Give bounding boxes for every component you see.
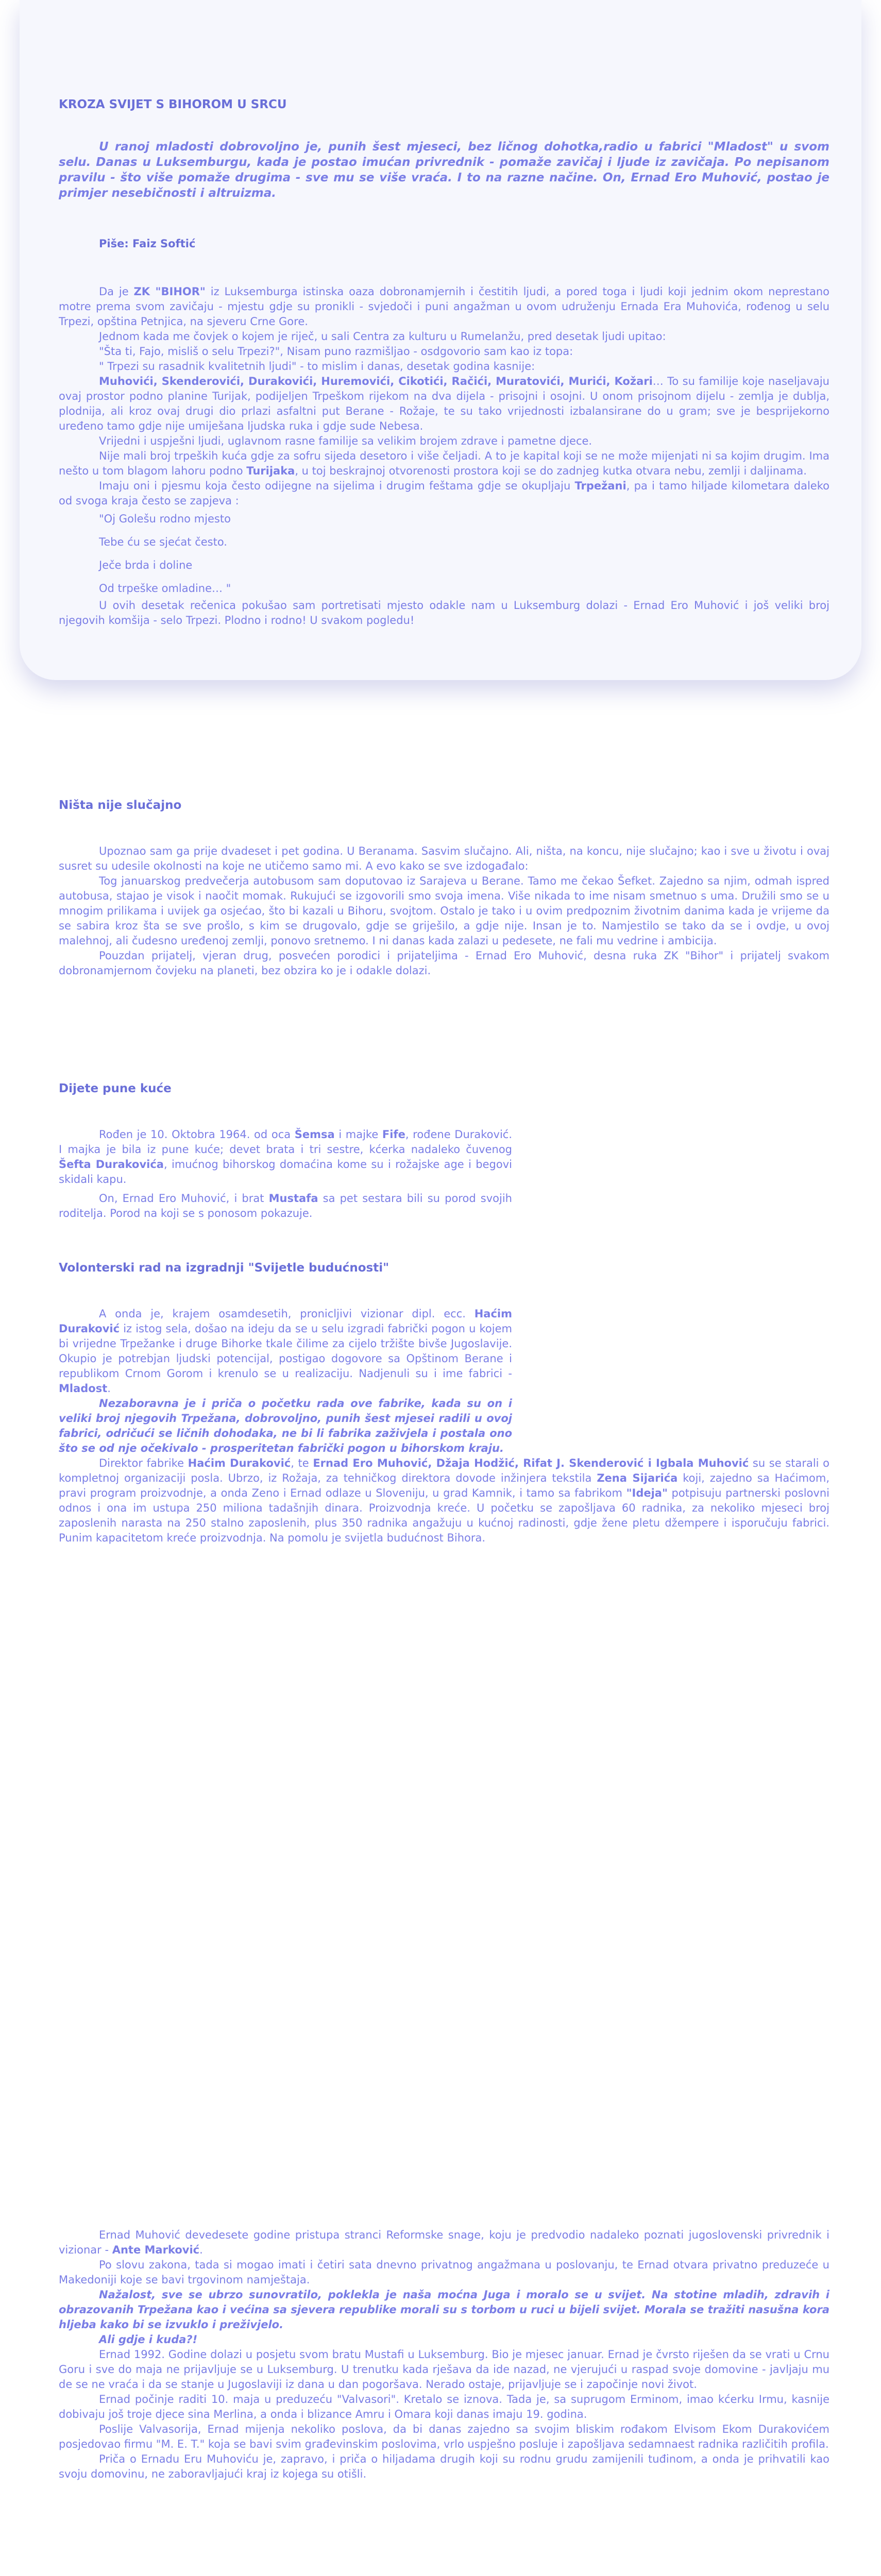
intro-paragraph: U ranoj mladosti dobrovoljno je, punih šest mjeseci, bez ličnog dohotka,radio u fabrici "Mladost" u svom selu. Danas u Luksemburgu, kada je postao imućan privrednik - pomaže zavičaj i ljude iz zavičaja. Po nepisanom pravilu - što više pomaže drugima - sve mu se više vraća. I to na razne načine. On, Ernad Ero Muhović, postao je primjer nesebičnosti i altruizma.: [59, 140, 829, 200]
song-verse: Od trpeške omladine… ": [99, 582, 231, 595]
paragraph: Ernad 1992. Godine dolazi u posjetu svom bratu Mustafi u Luksemburg. Bio je mjesec januar. Ernad je čvrsto riješen da se vrati u Crnu Goru i sve do maja ne prijavljuje se u Luksemburg. U trenutku kada rješava da ide nazad, ne vjerujući u raspad svoje domovine - javljaju mu de se ne vraća i da se stanje u Jugoslaviji iz dana u dan pogoršava. Nerado ostaje, prijavljuje se i započinje novi život.: [59, 2348, 829, 2391]
paragraph: Upoznao sam ga prije dvadeset i pet godina. U Beranama. Sasvim slučajno. Ali, ništa, na koncu, nije slučajno; kao i sve u životu i ovaj susret su udesile okolnosti na koje ne utičemo samo mi. A evo kako se sve izdogađalo:: [59, 845, 829, 872]
section-3: [59, 1081, 829, 1221]
paragraph: On, Ernad Ero Muhović, i brat Mustafa sa pet sestara bili su porod svojih roditelja. Porod na koji se s ponosom pokazuje.: [59, 1192, 512, 1219]
paragraph: Nije mali broj trpeških kuća gdje za sofru sijeda desetoro i više čeljadi. A to je kapital koji se ne može mijenjati ni sa kojim drugim. Ima nešto u tom blagom lahoru podno Turijaka, u toj beskrajnoj otvorenosti prostora koji se do zadnjeg kutka otvara nebu, zemlji i daljinama.: [59, 450, 829, 477]
paragraph: Da je ZK "BIHOR" iz Luksemburga istinska oaza dobronamjernih i čestitih ljudi, a pored toga i ljudi koji jednim okom neprestano motre prema svom zavičaju - mjestu gdje su pronikli - svjedoči i puni angažman u ovom udruženju Ernada Era Muhovića, rođenog u selu Trpezi, opština Petnjica, na sjeveru Crne Gore.: [59, 285, 829, 328]
question-line: Ali gdje i kuda?!: [99, 2333, 198, 2346]
song-verse: Tebe ću se sjećat često.: [99, 536, 227, 548]
paragraph: Nezaboravna je i priča o početku rada ove fabrike, kada su on i veliki broj njegovih Trpežana, dobrovoljno, punih šest mjesei radili u ovoj fabrici, odričući se ličnih dohodaka, ne bi li fabrika zaživjela i postala ono što se od nje očekivalo - prosperitetan fabrički pogon u bihorskom kraju.: [59, 1397, 512, 1454]
paragraph: Nažalost, sve se ubrzo sunovratilo, poklekla je naša moćna Juga i moralo se u svijet. Na stotine mladih, zdravih i obrazovanih Trpežana kao i većina sa sjevera republike morali su s torbom u ruci u bijeli svijet. Morala se tražiti nasušna kora hljeba kako bi se izvuklo i preživjelo.: [59, 2289, 829, 2331]
paragraph: Imaju oni i pjesmu koja često odijegne na sijelima i drugim feštama gdje se okupljaju Trpežani, pa i tamo hiljade kilometara daleko od svoga kraja često se zapjeva :: [59, 480, 829, 507]
song-verse: Ječe brda i doline: [99, 559, 193, 571]
title-block: [59, 97, 829, 112]
paragraph: Rođen je 10. Oktobra 1964. od oca Šemsa i majke Fife, rođene Duraković. I majka je bila iz pune kuće; devet brata i tri sestre, kćerka nadaleko čuvenog Šefta Durakovića, imućnog bihorskog domaćina kome su i rožajske age i begovi skidali kapu.: [59, 1128, 512, 1185]
paragraph: "Šta ti, Fajo, misliš o selu Trpezi?", Nisam puno razmišljao - osdgovorio sam kao iz topa:: [99, 345, 573, 358]
paragraph: U ovih desetak rečenica pokušao sam portretisati mjesto odakle nam u Luksemburg dolazi - Ernad Ero Muhović i još veliki broj njegovih komšija - selo Trpezi. Plodno i rodno! U svakom pogledu!: [59, 599, 829, 626]
section-1: [59, 284, 829, 628]
paragraph: Priča o Ernadu Eru Muhoviću je, zapravo, i priča o hiljadama drugih koji su rodnu grudu zamijenili tuđinom, a onda je prihvatili kao svoju domovinu, ne zaboravljajući kraj iz kojega su otišli.: [59, 2453, 829, 2480]
section-heading: Dijete pune kuće: [59, 1082, 172, 1095]
section-4-column: [59, 1307, 512, 1456]
paragraph: " Trpezi su rasadnik kvalitetnih ljudi" - to mislim i danas, desetak godina kasnije:: [99, 360, 535, 372]
author-line: Piše: Faiz Softić: [99, 238, 196, 250]
page-title: KROZA SVIJET S BIHOROM U SRCU: [59, 98, 287, 111]
paragraph: Jednom kada me čovjek o kojem je riječ, u sali Centra za kulturu u Rumelanžu, pred desetak ljudi upitao:: [99, 330, 666, 343]
club-name: ZK "BIHOR": [133, 285, 206, 298]
section-2: [59, 798, 829, 978]
paragraph: Ernad Muhović devedesete godine pristupa stranci Reformske snage, koju je predvodio nadaleko poznati jugoslovenski privrednik i vizionar - Ante Marković.: [59, 2229, 829, 2256]
paragraph: Vrijedni i uspješni ljudi, uglavnom rasne familije sa velikim brojem zdrave i pametne djece.: [99, 435, 592, 447]
intro-block: [59, 139, 829, 201]
paragraph: Ernad počinje raditi 10. maja u preduzeću "Valvasori". Kretalo se iznova. Tada je, sa suprugom Erminom, imao kćerku Irmu, kasnije dobivaju još troje djece sina Merlina, a onda i blizance Amru i Omara koji danas imaju 19. godina.: [59, 2393, 829, 2420]
section-3-column: [59, 1127, 512, 1221]
paragraph: Po slovu zakona, tada si mogao imati i četiri sata dnevno privatnog angažmana u poslovanju, te Ernad otvara privatno preduzeće u Makedoniji koje se bavi trgovinom namještaja.: [59, 2259, 829, 2286]
section-5: [59, 2228, 829, 2482]
section-heading: Ništa nije slučajno: [59, 799, 182, 812]
paragraph: Pouzdan prijatelj, vjeran drug, posvećen porodici i prijateljima - Ernad Ero Muhović, desna ruka ZK "Bihor" i prijatelj svakom dobronamjernom čovjeku na planeti, bez obzira ko je i odakle dolazi.: [59, 950, 829, 977]
author-block: [59, 236, 829, 251]
paragraph: Poslije Valvasorija, Ernad mijenja nekoliko poslova, da bi danas zajedno sa svojim bliskim rođakom Elvisom Ekom Durakovićem posjedovao firmu "M. E. T." koja se bavi svim građevinskim poslovima, vrlo uspješno posluje i zapošljava sedamnaest radnika različitih profila.: [59, 2423, 829, 2450]
section-4: [59, 1260, 829, 1546]
section-heading: Volonterski rad na izgradnji "Svijetle budućnosti": [59, 1261, 389, 1275]
paragraph: Muhovići, Skenderovići, Durakovići, Huremovići, Cikotići, Račići, Muratovići, Murići, Kožari… To su familije koje naseljavaju ovaj prostor podno planine Turijak, podijeljen Trpeškom rijekom na dva dijela - prisojni i osojni. U onom prisojnom dijelu - zemlja je dublja, plodnija, ali kroz ovaj drugi dio prlazi asfaltni put Berane - Rožaje, te su tako vrijednosti izbalansirane do u gram; sve je besprijekorno uređeno tamo gdje nije umiješana ljudska ruka i gdje sude Nebesa.: [59, 375, 829, 432]
family-names: Muhovići, Skenderovići, Durakovići, Huremovići, Cikotići, Račići, Muratovići, Murići, Kožari: [99, 375, 653, 387]
song-verse: "Oj Golešu rodno mjesto: [99, 513, 231, 525]
paragraph: Direktor fabrike Haćim Duraković, te Ernad Ero Muhović, Džaja Hodžić, Rifat J. Skenderović i Igbala Muhović su se starali o kompletnoj organizaciji posla. Ubrzo, iz Rožaja, za tehničkog direktora dovode inžinjera tekstila Zena Sijarića koji, zajedno sa Haćimom, pravi program proizvodnje, a onda Zeno i Ernad odlaze u Sloveniju, u grad Kamnik, i tamo sa fabrikom "Ideja" potpisuju partnerski poslovni odnos i ona im ustupa 250 miliona tadašnjih dinara. Proizvodnja kreće. U početku se zapošljava 60 radnika, za nekoliko mjeseci broj zaposlenih narasta na 250 stalno zaposlenih, plus 350 radnika angažuju u kućnoj radinosti, gdje žene pletu džempere i isporučuju fabrici. Punim kapacitetom kreće proizvodnja. Na pomolu je svijetla budućnost Bihora.: [59, 1457, 829, 1544]
paragraph: Tog januarskog predvečerja autobusom sam doputovao iz Sarajeva u Berane. Tamo me čekao Šefket. Zajedno sa njim, odmah ispred autobusa, stajao je visok i naočit momak. Rukujući se izgovorili smo svoja imena. Više nikada to ime nisam smetnuo s uma. Družili smo se u mnogim prilikama i uvijek ga osjećao, što bi kazali u Bihoru, svojtom. Ostalo je tako i u ovim predpoznim životnim danima kada je vrijeme da se sabira kroz šta se sve prošlo, s kim se drugovalo, gdje se griješilo, a gdje nije. Insan je to. Namjestilo se tako da se i ovdje, u ovoj malehnoj, ali čudesno uređenoj zemlji, ponovo sretnemo. I ni danas kada zalazi u pedesete, ne fali mu vedrine i ambicija.: [59, 875, 829, 947]
paragraph: A onda je, krajem osamdesetih, pronicljivi vizionar dipl. ecc. Haćim Duraković iz istog sela, došao na ideju da se u selu izgradi fabrički pogon u kojem bi vrijedne Trpežanke i druge Bihorke tkale čilime za cijelo tržište bivše Jugoslavije. Okupio je potrebjan ljudski potencijal, postigao dogovore sa Opštinom Berane i republikom Crnom Gorom i krenulo se u realizaciju. Nadjenuli su i ime fabrici - Mladost.: [59, 1308, 512, 1395]
